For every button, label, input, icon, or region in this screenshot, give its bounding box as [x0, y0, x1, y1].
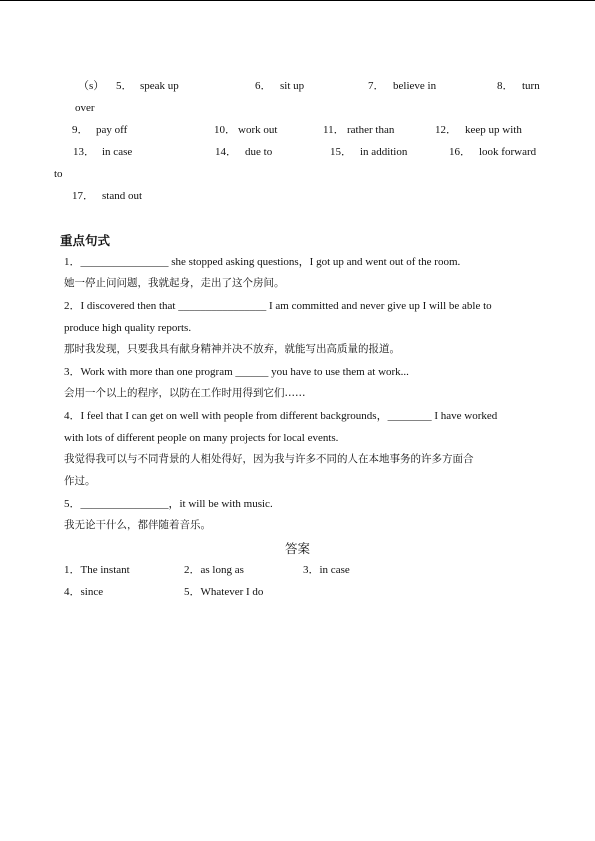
phrase-number: 10． — [214, 124, 236, 136]
phrase-number: 11． — [323, 124, 345, 136]
top-rule — [0, 0, 595, 1]
answer-title: 答案 — [284, 541, 310, 556]
sentence-4-en: 4．I feel that I can get on well with people from different backgrounds，________ I have worked — [64, 410, 498, 422]
answer-item: 5．Whatever I do — [184, 586, 264, 598]
phrase-number: 6． — [255, 80, 272, 92]
sentence-5-cn: 我无论干什么，都伴随着音乐。 — [64, 519, 211, 531]
sentence-2-cn: 那时我发现，只要我具有献身精神并决不放弃，就能写出高质量的报道。 — [64, 343, 400, 355]
phrase-wrap: over — [75, 102, 95, 114]
phrase-number: 13． — [73, 146, 95, 158]
phrase-text: stand out — [102, 190, 143, 202]
phrase-text: turn — [522, 80, 540, 92]
sentence-4-cn-cont: 作过。 — [64, 475, 96, 487]
answer-item: 3．in case — [303, 564, 350, 576]
phrase-number: 14． — [215, 146, 237, 158]
answer-item: 1．The instant — [64, 564, 130, 576]
phrase-prefix: （s） — [78, 80, 105, 92]
phrase-text: in addition — [360, 146, 408, 158]
phrase-number: 7． — [368, 80, 385, 92]
phrase-number: 16． — [449, 146, 471, 158]
answer-item: 2．as long as — [184, 564, 244, 576]
sentence-5-en: 5．________________，it will be with music. — [64, 498, 273, 510]
phrase-number: 17． — [72, 190, 94, 202]
phrase-wrap: to — [54, 168, 63, 180]
phrase-number: 12． — [435, 124, 457, 136]
sentence-3-en: 3．Work with more than one program ______ you have to use them at work... — [64, 366, 409, 378]
phrase-text: look forward — [479, 146, 537, 158]
section-title: 重点句式 — [60, 233, 111, 248]
phrase-text: in case — [102, 146, 133, 158]
sentence-2-en: 2．I discovered then that ________________ I am committed and never give up I will be able to — [64, 300, 492, 312]
phrase-text: pay off — [96, 124, 128, 136]
sentence-1-cn: 她一停止问问题，我就起身，走出了这个房间。 — [64, 277, 285, 289]
phrase-number: 5． — [116, 80, 133, 92]
phrase-text: work out — [238, 124, 278, 136]
phrase-text: speak up — [140, 80, 179, 92]
sentence-2-en-cont: produce high quality reports. — [64, 322, 192, 334]
sentence-4-en-cont: with lots of different people on many projects for local events. — [64, 432, 339, 444]
phrase-number: 9． — [72, 124, 89, 136]
phrase-text: due to — [245, 146, 273, 158]
sentence-4-cn: 我觉得我可以与不同背景的人相处得好，因为我与许多不同的人在本地事务的许多方面合 — [64, 453, 474, 465]
phrase-number: 15． — [330, 146, 352, 158]
phrase-text: keep up with — [465, 124, 522, 136]
sentence-1-en: 1．________________ she stopped asking questions，I got up and went out of the room. — [64, 256, 461, 268]
phrase-text: believe in — [393, 80, 437, 92]
phrase-text: sit up — [280, 80, 305, 92]
sentence-3-cn: 会用一个以上的程序，以防在工作时用得到它们…… — [64, 387, 306, 399]
answer-item: 4．since — [64, 586, 104, 598]
phrase-text: rather than — [347, 124, 395, 136]
phrase-number: 8． — [497, 80, 514, 92]
